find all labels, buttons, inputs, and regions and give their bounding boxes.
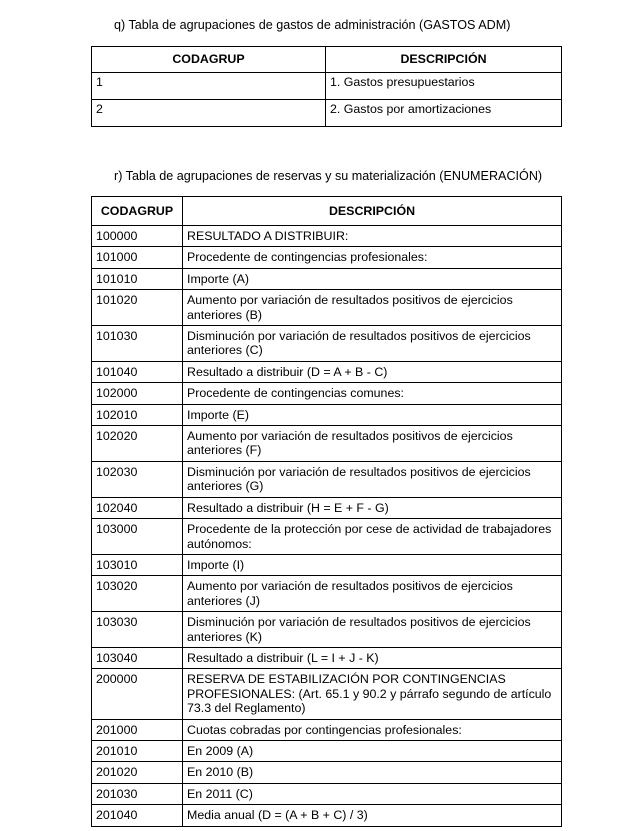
descripcion-cell: Disminución por variación de resultados positivos de ejercicios anteriores (G): [183, 461, 562, 497]
codagrup-cell: 1: [92, 73, 326, 100]
codagrup-cell: 201030: [92, 783, 183, 804]
table-row: [92, 404, 562, 425]
table-row: [92, 669, 562, 719]
descripcion-cell: Importe (E): [183, 404, 562, 425]
descripcion-cell: Procedente de contingencias comunes:: [183, 383, 562, 404]
table-enumeracion: [91, 196, 562, 827]
descripcion-cell: 1. Gastos presupuestarios: [326, 73, 562, 100]
column-header-codagrup: CODAGRUP: [92, 197, 183, 226]
table-row: [92, 519, 562, 555]
table-row: [92, 554, 562, 575]
codagrup-cell: 101040: [92, 361, 183, 382]
descripcion-cell: Disminución por variación de resultados positivos de ejercicios anteriores (K): [183, 612, 562, 648]
codagrup-cell: 102020: [92, 426, 183, 462]
table-row: [92, 719, 562, 740]
table-row: [92, 226, 562, 247]
table-header-row: [92, 47, 562, 73]
table-row: [92, 268, 562, 289]
descripcion-cell: Media anual (D = (A + B + C) / 3): [183, 805, 562, 826]
column-header-codagrup: CODAGRUP: [92, 47, 326, 73]
codagrup-cell: 103020: [92, 576, 183, 612]
descripcion-cell: Importe (A): [183, 268, 562, 289]
table-row: [92, 576, 562, 612]
descripcion-cell: 2. Gastos por amortizaciones: [326, 100, 562, 127]
table-row: [92, 805, 562, 826]
codagrup-cell: 101030: [92, 326, 183, 362]
codagrup-cell: 201040: [92, 805, 183, 826]
section-q-title: q) Tabla de agrupaciones de gastos de administración (GASTOS ADM): [114, 18, 511, 32]
codagrup-cell: 101010: [92, 268, 183, 289]
table-row: [92, 762, 562, 783]
descripcion-cell: Procedente de contingencias profesionales:: [183, 247, 562, 268]
descripcion-cell: RESULTADO A DISTRIBUIR:: [183, 226, 562, 247]
column-header-descripcion: DESCRIPCIÓN: [183, 197, 562, 226]
column-header-descripcion: DESCRIPCIÓN: [326, 47, 562, 73]
descripcion-cell: En 2010 (B): [183, 762, 562, 783]
codagrup-cell: 201010: [92, 740, 183, 761]
descripcion-cell: Cuotas cobradas por contingencias profesionales:: [183, 719, 562, 740]
codagrup-cell: 200000: [92, 669, 183, 719]
table-row: [92, 383, 562, 404]
codagrup-cell: 103040: [92, 647, 183, 668]
section-r-title: r) Tabla de agrupaciones de reservas y su materialización (ENUMERACIÓN): [114, 169, 543, 183]
table-row: [92, 647, 562, 668]
codagrup-cell: 100000: [92, 226, 183, 247]
table-row: [92, 426, 562, 462]
codagrup-cell: 102040: [92, 497, 183, 518]
codagrup-cell: 102010: [92, 404, 183, 425]
descripcion-cell: En 2011 (C): [183, 783, 562, 804]
codagrup-cell: 102030: [92, 461, 183, 497]
descripcion-cell: Importe (I): [183, 554, 562, 575]
table-row: [92, 73, 562, 100]
table-row: [92, 290, 562, 326]
descripcion-cell: Aumento por variación de resultados positivos de ejercicios anteriores (J): [183, 576, 562, 612]
descripcion-cell: Aumento por variación de resultados positivos de ejercicios anteriores (F): [183, 426, 562, 462]
descripcion-cell: Procedente de la protección por cese de actividad de trabajadores autónomos:: [183, 519, 562, 555]
table-row: [92, 612, 562, 648]
table-row: [92, 497, 562, 518]
descripcion-cell: Resultado a distribuir (D = A + B - C): [183, 361, 562, 382]
codagrup-cell: 201020: [92, 762, 183, 783]
table-row: [92, 361, 562, 382]
descripcion-cell: Resultado a distribuir (H = E + F - G): [183, 497, 562, 518]
codagrup-cell: 102000: [92, 383, 183, 404]
codagrup-cell: 2: [92, 100, 326, 127]
codagrup-cell: 103030: [92, 612, 183, 648]
table-header-row: [92, 197, 562, 226]
descripcion-cell: En 2009 (A): [183, 740, 562, 761]
codagrup-cell: 103000: [92, 519, 183, 555]
table-row: [92, 247, 562, 268]
descripcion-cell: Disminución por variación de resultados positivos de ejercicios anteriores (C): [183, 326, 562, 362]
descripcion-cell: Aumento por variación de resultados positivos de ejercicios anteriores (B): [183, 290, 562, 326]
table-row: [92, 100, 562, 127]
codagrup-cell: 101020: [92, 290, 183, 326]
descripcion-cell: RESERVA DE ESTABILIZACIÓN POR CONTINGENCIAS PROFESIONALES: (Art. 65.1 y 90.2 y párrafo segundo de artículo 73.3 del Reglamento): [183, 669, 562, 719]
codagrup-cell: 101000: [92, 247, 183, 268]
table-row: [92, 740, 562, 761]
table-row: [92, 326, 562, 362]
table-row: [92, 783, 562, 804]
codagrup-cell: 103010: [92, 554, 183, 575]
table-gastos-adm: [91, 46, 562, 127]
codagrup-cell: 201000: [92, 719, 183, 740]
descripcion-cell: Resultado a distribuir (L = I + J - K): [183, 647, 562, 668]
table-row: [92, 461, 562, 497]
